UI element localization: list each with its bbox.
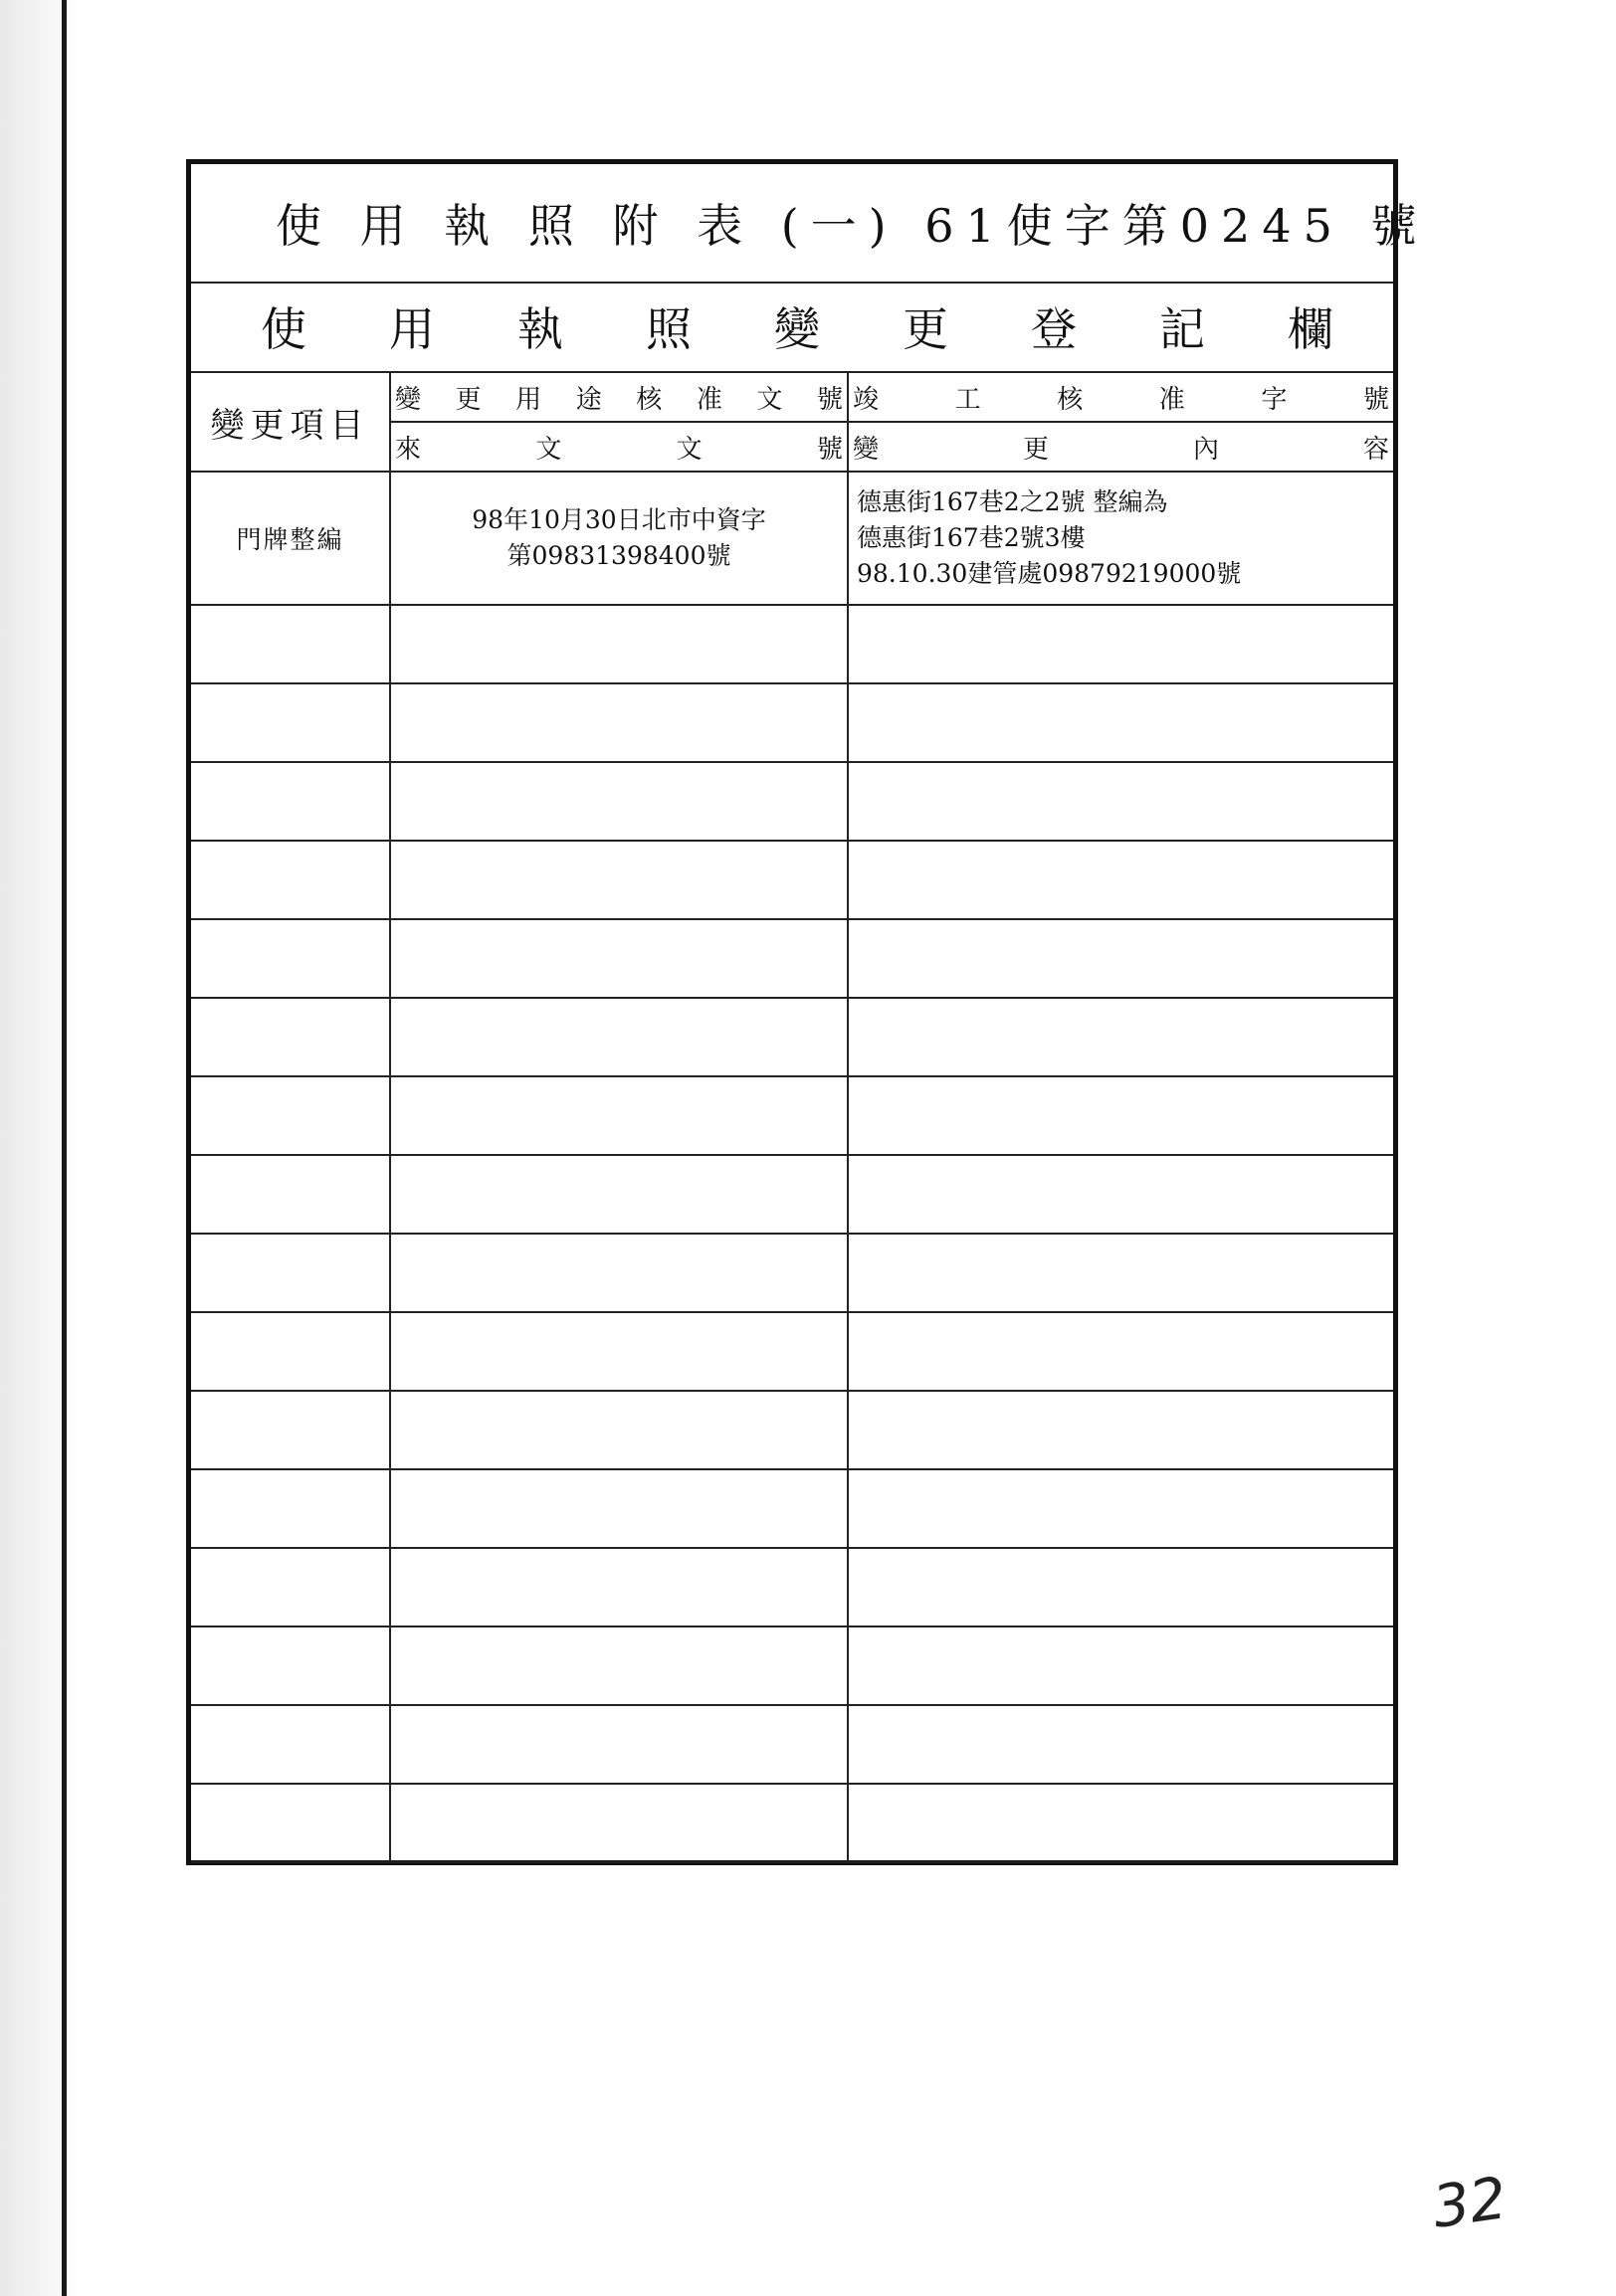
register-title-row	[191, 282, 1393, 373]
table-row-empty	[191, 998, 1393, 1076]
header-approval-doc-no: 變 更 用 途 核 准 文 號	[390, 372, 848, 422]
row-change-item: 門牌整編	[191, 472, 390, 605]
table-row-empty	[191, 1391, 1393, 1469]
table-row-empty	[191, 683, 1393, 762]
table-row-empty	[191, 1626, 1393, 1705]
license-form	[186, 159, 1429, 1865]
header-incoming-doc-no: 來 文 文 號	[390, 422, 848, 472]
header-change-item: 變更項目	[191, 372, 390, 472]
table-row-empty	[191, 1234, 1393, 1312]
form-title: 使 用 執 照 附 表 (一) 61使字第0245 號	[276, 199, 1429, 253]
table-row-empty	[191, 762, 1393, 841]
table-row-empty	[191, 919, 1393, 998]
table-row-empty	[191, 605, 1393, 683]
change-register-table	[191, 371, 1393, 1863]
table-row-empty	[191, 1705, 1393, 1784]
header-change-content: 變 更 內 容	[848, 422, 1393, 472]
table-row-empty	[191, 1784, 1393, 1862]
register-title: 使 用 執 照 變 更 登 記 欄	[261, 302, 1333, 356]
table-row-empty	[191, 841, 1393, 919]
table-row-empty	[191, 1548, 1393, 1626]
handwritten-page-number: 32	[1428, 2164, 1512, 2241]
table-row-empty	[191, 1155, 1393, 1234]
form-title-row	[191, 164, 1429, 284]
table-row	[191, 472, 1393, 605]
header-completion-approval-no: 竣 工 核 准 字 號	[848, 372, 1393, 422]
table-header-row-top	[191, 372, 1393, 422]
row-doc-number: 98年10月30日北市中資字 第09831398400號	[390, 472, 848, 605]
table-row-empty	[191, 1312, 1393, 1391]
table-row-empty	[191, 1469, 1393, 1548]
scan-edge	[0, 0, 109, 2296]
row-change-content: 德惠街167巷2之2號 整編為 德惠街167巷2號3樓 98.10.30建管處09879219000號	[848, 472, 1393, 605]
table-row-empty	[191, 1076, 1393, 1155]
